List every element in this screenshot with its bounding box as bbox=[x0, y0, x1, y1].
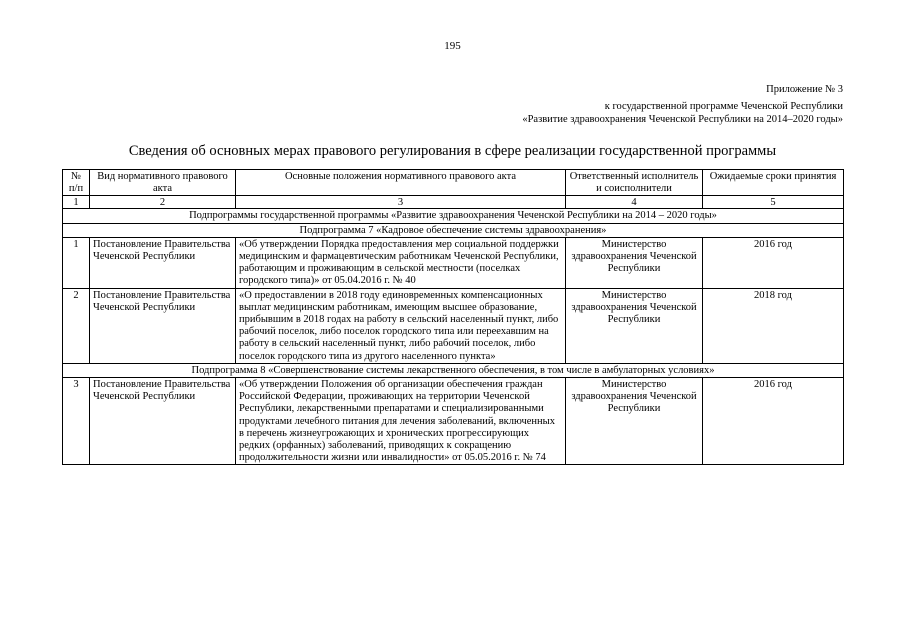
program-reference-line-2: «Развитие здравоохранения Чеченской Республики на 2014–2020 годы» bbox=[522, 113, 843, 125]
column-number: 1 bbox=[63, 196, 90, 209]
section-row bbox=[63, 223, 844, 237]
section-program-title: Подпрограммы государственной программы «Развитие здравоохранения Чеченской Республики на 2014 – 2020 годы» bbox=[63, 209, 844, 223]
row-act-type: Постановление Правительства Чеченской Республики bbox=[90, 378, 236, 465]
header-executor: Ответственный исполнитель и соисполнители bbox=[566, 170, 703, 196]
row-provisions: «Об утверждении Порядка предоставления мер социальной поддержки медицинским и фармацевтическим работникам Чеченской Республики, работающим и проживающим в сельской местности (поселках городского типа)» от 05.04.2016 г. № 40 bbox=[236, 237, 566, 288]
column-number: 4 bbox=[566, 196, 703, 209]
table-row bbox=[63, 237, 844, 288]
column-number-row bbox=[63, 196, 844, 209]
table-row bbox=[63, 288, 844, 363]
row-executor: Министерство здравоохранения Чеченской Республики bbox=[566, 378, 703, 465]
column-number: 5 bbox=[703, 196, 844, 209]
row-num: 2 bbox=[63, 288, 90, 363]
column-number: 3 bbox=[236, 196, 566, 209]
program-reference-line-1: к государственной программе Чеченской Республики bbox=[604, 101, 843, 112]
row-provisions: «О предоставлении в 2018 году единовременных компенсационных выплат медицинским работникам, имеющим высшее образование, прибывшим в 2018 годах на работу в сельский населенный пункт, либо рабочий поселок, либо поселок городского типа или переехавшим на работу в сельский населенный пункт, либо рабочий поселок, либо поселок городского типа из другого населенного пункта» bbox=[236, 288, 566, 363]
column-number: 2 bbox=[90, 196, 236, 209]
program-reference bbox=[522, 101, 843, 126]
subprogram-8-title: Подпрограмма 8 «Совершенствование системы лекарственного обеспечения, в том числе в амбулаторных условиях» bbox=[63, 363, 844, 377]
row-provisions: «Об утверждении Положения об организации обеспечения граждан Российской Федерации, проживающих на территории Чеченской Республики, лекарственными препаратами и специализированными продуктами лечебного питания для лечения заболеваний, включенных в перечень жизнеугрожающих и хронических прогрессирующих редких (орфанных) заболеваний, приводящих к сокращению продолжительности жизни или инвалидности» от 05.05.2016 г. № 74 bbox=[236, 378, 566, 465]
page-number: 195 bbox=[444, 40, 461, 52]
header-provisions: Основные положения нормативного правового акта bbox=[236, 170, 566, 196]
row-deadline: 2018 год bbox=[703, 288, 844, 363]
row-executor: Министерство здравоохранения Чеченской Республики bbox=[566, 288, 703, 363]
row-executor: Министерство здравоохранения Чеченской Республики bbox=[566, 237, 703, 288]
row-num: 1 bbox=[63, 237, 90, 288]
row-num: 3 bbox=[63, 378, 90, 465]
header-num: № п/п bbox=[63, 170, 90, 196]
section-row bbox=[63, 363, 844, 377]
row-act-type: Постановление Правительства Чеченской Республики bbox=[90, 237, 236, 288]
header-deadline: Ожидаемые сроки принятия bbox=[703, 170, 844, 196]
row-deadline: 2016 год bbox=[703, 237, 844, 288]
header-act-type: Вид нормативного правового акта bbox=[90, 170, 236, 196]
document-title: Сведения об основных мерах правового регулирования в сфере реализации государственной программы bbox=[128, 143, 777, 159]
table-header-row bbox=[63, 170, 844, 196]
appendix-label: Приложение № 3 bbox=[766, 84, 843, 95]
subprogram-7-title: Подпрограмма 7 «Кадровое обеспечение системы здравоохранения» bbox=[63, 223, 844, 237]
row-deadline: 2016 год bbox=[703, 378, 844, 465]
table-row bbox=[63, 378, 844, 465]
row-act-type: Постановление Правительства Чеченской Республики bbox=[90, 288, 236, 363]
legal-measures-table bbox=[62, 169, 844, 465]
section-row bbox=[63, 209, 844, 223]
